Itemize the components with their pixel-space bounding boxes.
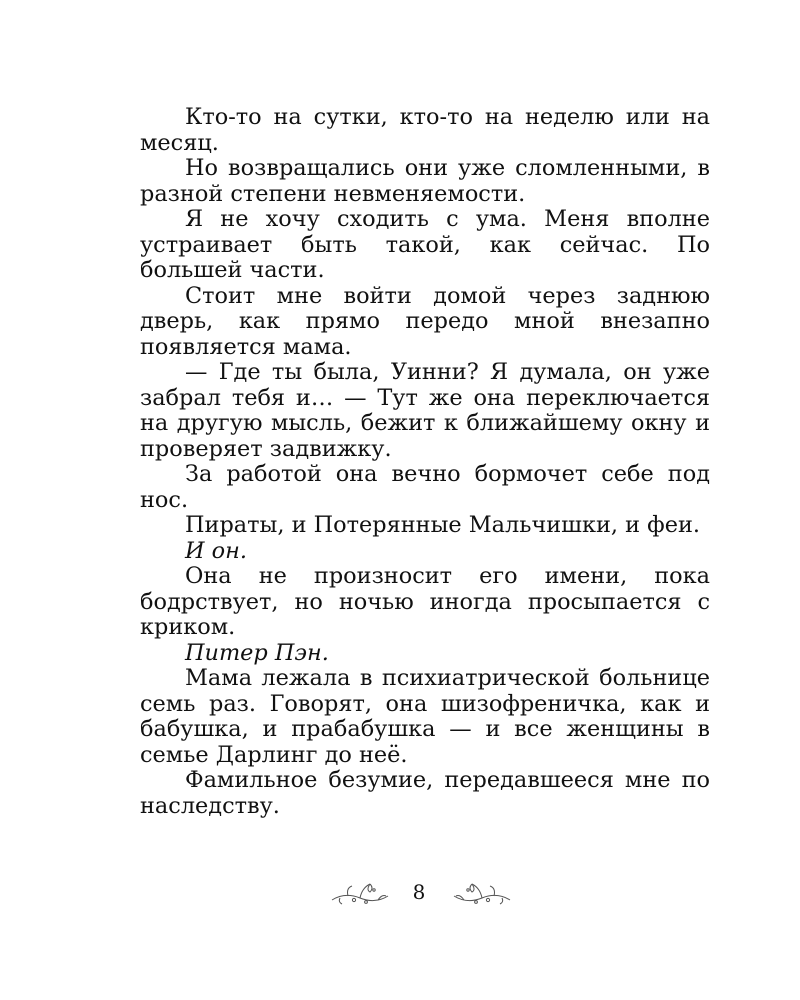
paragraph: Кто-то на сутки, кто-то на неделю или на месяц.	[140, 104, 710, 156]
paragraph: Стоит мне войти домой через заднюю дверь, как прямо передо мной внезапно появляется мама.	[140, 282, 710, 360]
page-footer	[0, 874, 800, 914]
floral-flourish-icon	[452, 878, 512, 908]
paragraph: Я не хочу сходить с ума. Меня вполне устраивает быть такой, как сейчас. По большей части.	[140, 206, 710, 283]
paragraph: Мама лежала в психиатрической больнице семь раз. Говорят, она шизофреничка, как и бабушка, и прабабушка — и все женщины в семье Дарлинг до неё.	[140, 665, 710, 768]
paragraph: Фамильное безумие, передавшееся мне по наследству.	[140, 767, 710, 819]
paragraph: Пираты, и Потерянные Мальчишки, и феи.	[185, 512, 700, 538]
floral-flourish-icon	[330, 878, 390, 908]
paragraph: Она не произносит его имени, пока бодрствует, но ночью иногда просыпается с криком.	[140, 563, 710, 640]
paragraph: Но возвращались они уже сломленными, в разной степени невменяемости.	[140, 155, 710, 207]
page-number: 8	[412, 880, 426, 904]
italic-paragraph: И он.	[185, 537, 247, 564]
italic-paragraph: Питер Пэн.	[185, 639, 329, 666]
paragraph: — Где ты была, Уинни? Я думала, он уже забрал тебя и… — Тут же она переключается на другую мысль, бежит к ближайшему окну и проверяет задвижку.	[140, 359, 710, 462]
body-text	[140, 105, 710, 819]
paragraph: За работой она вечно бормочет себе под нос.	[140, 461, 710, 513]
